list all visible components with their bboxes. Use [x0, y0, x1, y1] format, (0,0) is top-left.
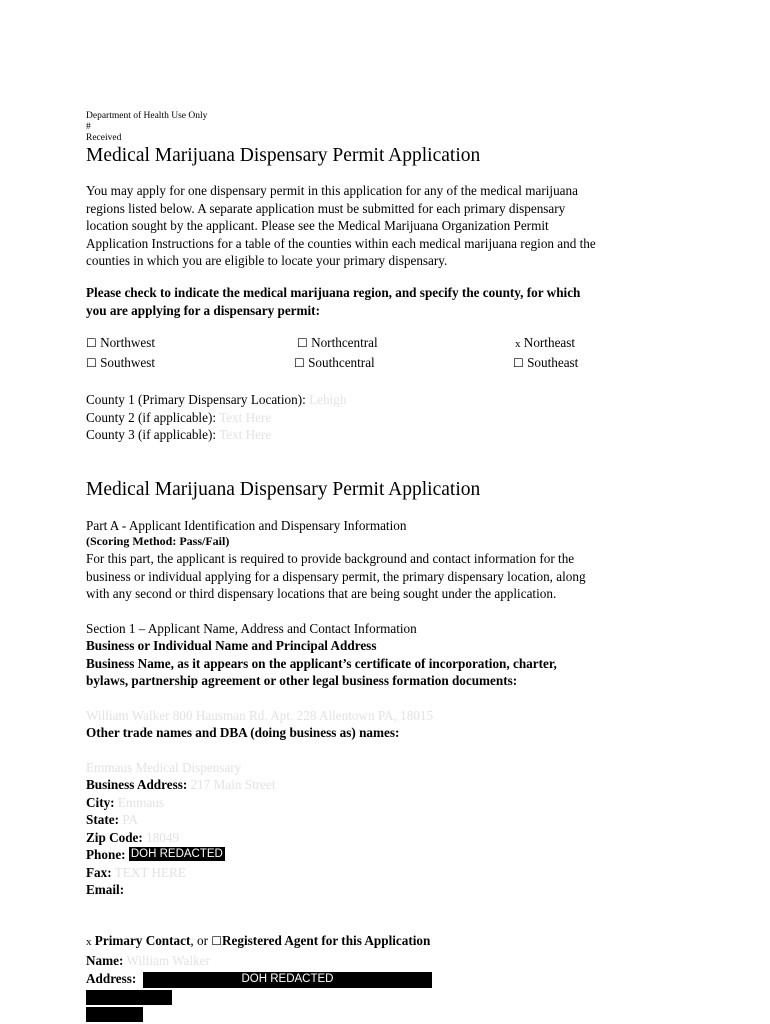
- part-a-heading: Part A - Applicant Identification and Dispensary Information: [86, 518, 407, 533]
- checkbox-checked-icon[interactable]: x: [515, 338, 521, 350]
- redaction-bar: [86, 1007, 143, 1022]
- intro-line-2: regions listed below. A separate application must be submitted for each primary dispensary: [86, 201, 566, 216]
- section-title: Medical Marijuana Dispensary Permit Application: [86, 479, 481, 500]
- state-label: State:: [86, 812, 119, 827]
- doh-use-only-label: Department of Health Use Only: [86, 111, 208, 121]
- county-1-row: [86, 391, 346, 409]
- primary-contact-label: Primary Contact: [94, 933, 191, 948]
- number-sign-label: #: [86, 122, 91, 132]
- region-label: Northwest: [100, 335, 156, 350]
- business-address-label: Business Address:: [86, 777, 188, 792]
- phone-label: Phone:: [86, 847, 126, 862]
- region-southeast[interactable]: [513, 354, 578, 373]
- part-a-desc-3: with any second or third dispensary locations that are being sought under the application.: [86, 586, 557, 601]
- checkbox-unchecked-icon[interactable]: ☐: [513, 356, 524, 370]
- registered-agent-checkbox-icon[interactable]: ☐: [211, 934, 223, 948]
- intro-line-1: You may apply for one dispensary permit in this application for any of the medical marijuana: [86, 183, 578, 198]
- city-field[interactable]: Emmaus: [117, 795, 165, 810]
- contact-type-row: [86, 932, 430, 952]
- county-2-row: [86, 409, 271, 427]
- city-row: [86, 794, 164, 812]
- fax-field[interactable]: TEXT HERE: [114, 865, 186, 880]
- city-label: City:: [86, 795, 115, 810]
- check-instruction-line-1: Please check to indicate the medical marijuana region, and specify the county, for which: [86, 285, 581, 300]
- redaction-bar: [86, 990, 172, 1005]
- checkbox-unchecked-icon[interactable]: ☐: [294, 356, 305, 370]
- region-label: Southeast: [527, 355, 579, 370]
- business-name-instruction-2: bylaws, partnership agreement or other legal business formation documents:: [86, 673, 518, 688]
- part-a-desc-1: For this part, the applicant is required to provide background and contact information for the: [86, 551, 575, 566]
- state-row: [86, 811, 138, 829]
- page-title: Medical Marijuana Dispensary Permit Application: [86, 145, 481, 166]
- region-northcentral[interactable]: [297, 334, 378, 353]
- region-northeast[interactable]: [515, 334, 575, 354]
- region-label: Northeast: [523, 335, 576, 350]
- intro-line-4: Application Instructions for a table of the counties within each medical marijuana region and the: [86, 236, 596, 251]
- region-label: Southcentral: [308, 355, 375, 370]
- phone-redacted-field: DOH REDACTED: [130, 848, 223, 860]
- intro-line-3: location sought by the applicant. Please see the Medical Marijuana Organization Permit: [86, 218, 549, 233]
- phone-row: [86, 846, 225, 864]
- registered-agent-label: Registered Agent for this Application: [222, 933, 431, 948]
- intro-line-5: counties in which you are eligible to locate your primary dispensary.: [86, 253, 448, 268]
- business-name-instruction-1: Business Name, as it appears on the applicant’s certificate of incorporation, charter,: [86, 656, 557, 671]
- zip-field[interactable]: 18049: [146, 830, 180, 845]
- region-southcentral[interactable]: [294, 354, 375, 373]
- received-label: Received: [86, 133, 122, 143]
- business-name-field[interactable]: William Walker 800 Hausman Rd. Apt. 228 Allentown PA, 18015: [86, 708, 434, 723]
- section-1-heading: Section 1 – Applicant Name, Address and Contact Information: [86, 621, 417, 636]
- contact-address-redacted-field: DOH REDACTED: [143, 972, 432, 988]
- zip-row: [86, 829, 179, 847]
- primary-contact-checked-icon[interactable]: x: [86, 936, 92, 948]
- or-text: , or: [190, 933, 208, 948]
- fax-row: [86, 864, 186, 882]
- county-1-label: County 1 (Primary Dispensary Location):: [86, 392, 306, 407]
- contact-address-label: Address:: [86, 971, 137, 986]
- section-1-subheading: Business or Individual Name and Principal Address: [86, 638, 377, 653]
- business-address-field[interactable]: 217 Main Street: [190, 777, 276, 792]
- region-southwest[interactable]: [86, 354, 155, 373]
- fax-label: Fax:: [86, 865, 112, 880]
- region-label: Southwest: [100, 355, 156, 370]
- contact-name-row: [86, 952, 210, 970]
- part-a-desc-2: business or individual applying for a dispensary permit, the primary dispensary location, along: [86, 569, 586, 584]
- county-1-field[interactable]: Lehigh: [309, 392, 347, 407]
- checkbox-unchecked-icon[interactable]: ☐: [86, 336, 97, 350]
- county-2-field[interactable]: Text Here: [219, 410, 272, 425]
- checkbox-unchecked-icon[interactable]: ☐: [86, 356, 97, 370]
- trade-names-field[interactable]: Emmaus Medical Dispensary: [86, 760, 242, 775]
- contact-name-field[interactable]: William Walker: [126, 953, 210, 968]
- county-3-label: County 3 (if applicable):: [86, 427, 217, 442]
- zip-label: Zip Code:: [86, 830, 143, 845]
- county-3-field[interactable]: Text Here: [219, 427, 272, 442]
- region-northwest[interactable]: [86, 334, 155, 353]
- state-field[interactable]: PA: [122, 812, 138, 827]
- contact-name-label: Name:: [86, 953, 124, 968]
- region-label: Northcentral: [311, 335, 378, 350]
- checkbox-unchecked-icon[interactable]: ☐: [297, 336, 308, 350]
- scoring-method: (Scoring Method: Pass/Fail): [86, 534, 230, 548]
- check-instruction-line-2: you are applying for a dispensary permit:: [86, 303, 320, 318]
- business-address-row: [86, 776, 276, 794]
- county-2-label: County 2 (if applicable):: [86, 410, 217, 425]
- county-3-row: [86, 426, 271, 444]
- email-label: Email:: [86, 882, 125, 897]
- trade-names-label: Other trade names and DBA (doing business as) names:: [86, 725, 400, 740]
